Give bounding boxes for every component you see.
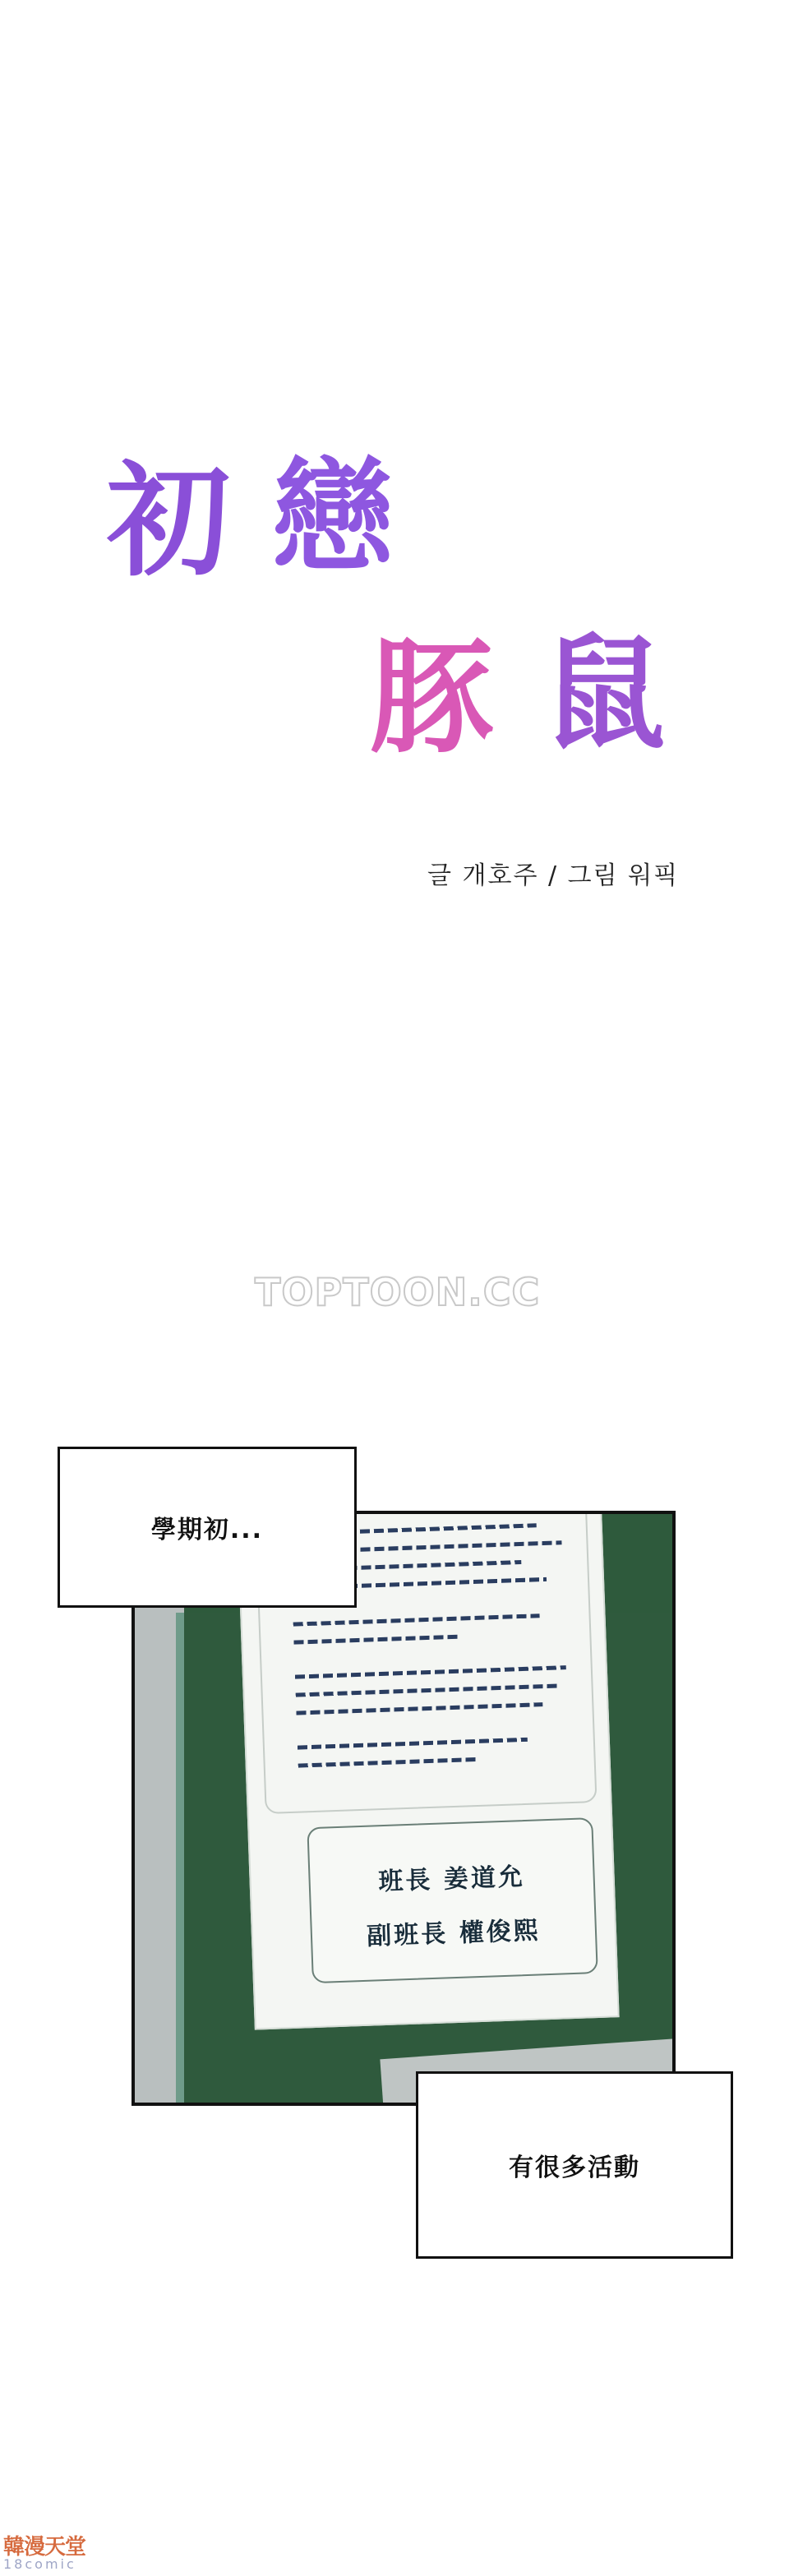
caption-box-2 [416,2071,733,2259]
title-char-3: 豚 [370,627,494,770]
site-logo [0,2530,90,2576]
title-char-2: 戀 [271,446,395,589]
text-line [296,1683,559,1697]
text-line [296,1702,542,1715]
title-char-4: 鼠 [542,623,667,766]
site-logo-text: 韓漫天堂 [3,2535,86,2560]
officers-box [307,1817,598,1983]
text-line [298,1738,528,1750]
text-line [295,1665,566,1679]
title-char-1: 初 [107,450,231,593]
watermark: TOPTOON.CC [255,1270,541,1314]
caption-box-1 [58,1447,357,1608]
caption-text-2: 有很多活動 [509,2154,640,2182]
caption-text-1: 學期初... [150,1516,264,1544]
credits: 글 개호주 / 그림 워픽 [427,861,680,890]
vice-class-president: 副班長 權俊熙 [366,1916,542,1951]
text-line [293,1613,540,1626]
class-president: 班長 姜道允 [377,1863,526,1897]
text-line [298,1757,479,1768]
text-line [293,1635,458,1645]
site-logo-subtext: 18comic [3,2556,76,2572]
